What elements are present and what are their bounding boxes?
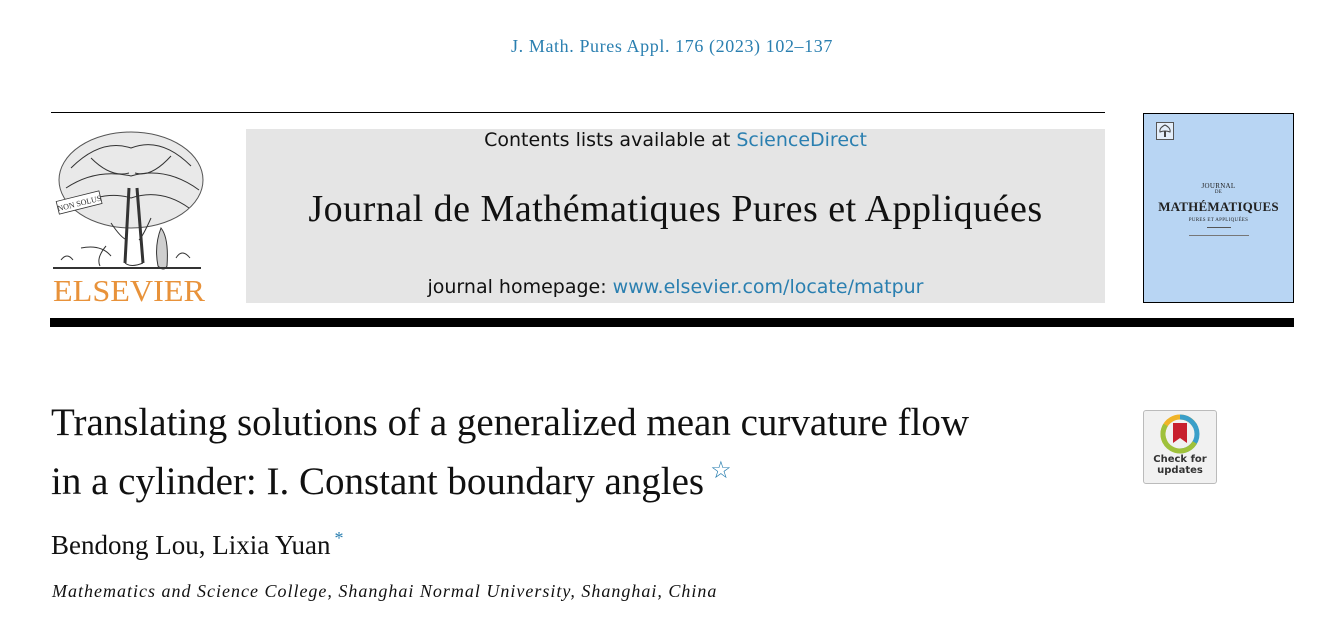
elsevier-logo[interactable]	[51, 128, 209, 306]
top-divider	[51, 112, 1105, 113]
homepage-prefix: journal homepage:	[427, 276, 613, 298]
author-list	[51, 528, 343, 561]
elsevier-wordmark: ELSEVIER	[53, 273, 206, 306]
homepage-line	[246, 276, 1105, 298]
cover-subline	[1189, 235, 1249, 236]
contents-prefix: Contents lists available at	[484, 129, 737, 151]
article-title	[51, 398, 1051, 506]
elsevier-tree-icon	[51, 128, 209, 306]
contents-line	[246, 129, 1105, 151]
journal-cover-thumbnail[interactable]	[1143, 113, 1294, 303]
journal-citation: J. Math. Pures Appl. 176 (2023) 102–137	[511, 36, 833, 56]
badge-line2: updates	[1157, 465, 1203, 476]
badge-line1: Check for	[1153, 454, 1207, 465]
check-for-updates-label	[1144, 454, 1216, 476]
cover-line-mathematiques: MATHÉMATIQUES	[1158, 199, 1279, 214]
logo-motto: NON SOLUS	[56, 193, 103, 214]
article-title-line2: in a cylinder: I. Constant boundary angles	[51, 460, 705, 503]
journal-banner	[246, 129, 1105, 303]
sciencedirect-link[interactable]: ScienceDirect	[736, 129, 867, 151]
author-affiliation: Mathematics and Science College, Shanghai Normal University, Shanghai, China	[52, 581, 718, 601]
corresponding-author-link[interactable]: *	[334, 528, 344, 548]
header-thick-divider	[50, 318, 1294, 327]
journal-name: Journal de Mathématiques Pures et Appliquées	[308, 188, 1043, 230]
check-for-updates-button[interactable]	[1143, 410, 1217, 484]
cover-line-de: DE	[1214, 190, 1223, 195]
authors-names: Bendong Lou, Lixia Yuan	[51, 530, 331, 560]
cover-rule	[1207, 227, 1231, 228]
article-title-line1: Translating solutions of a generalized mean curvature flow	[51, 401, 970, 444]
cover-publisher-icon	[1156, 122, 1174, 140]
cover-line-pures: PURES ET APPLIQUÉES	[1188, 218, 1249, 223]
journal-homepage-link[interactable]: www.elsevier.com/locate/matpur	[612, 276, 924, 298]
cover-line-journal: JOURNAL	[1201, 182, 1236, 190]
cover-title	[1144, 182, 1293, 236]
title-footnote-star-link[interactable]: ☆	[710, 458, 732, 484]
check-for-updates-icon	[1160, 414, 1200, 454]
